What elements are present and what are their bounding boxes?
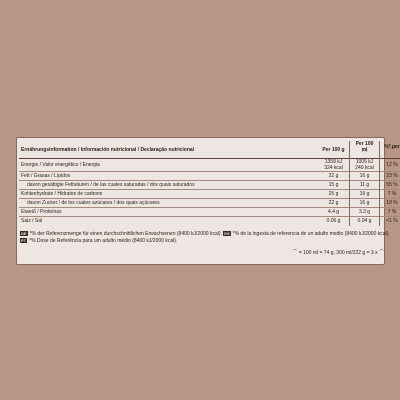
footnote-line	[20, 238, 382, 245]
table-row	[19, 181, 400, 190]
value-per-100g: 22 g	[328, 200, 339, 206]
value-pct: 7 %	[380, 190, 400, 199]
header-title: Ernährungsinformation / Información nutricional / Declaração nutricional	[21, 146, 195, 153]
value-per-100ml: 19 g	[350, 190, 380, 199]
language-badge-es: ES	[224, 231, 230, 236]
header-per-100ml-label: Per 100 ml	[355, 141, 374, 153]
table-row	[19, 172, 400, 181]
value-per-100ml: 1005 kJ 240 kcal	[350, 159, 380, 172]
value-per-100ml: 0.04 g	[350, 217, 380, 226]
value-per-100ml: 16 g	[350, 199, 380, 208]
language-badge-pt: PT	[21, 237, 27, 243]
language-badge-de: DE	[21, 231, 27, 236]
spoon-icon: ⌒	[361, 152, 368, 158]
value-pct: 55 %	[380, 181, 400, 190]
serving-footer	[292, 250, 384, 256]
nutrient-name: Kohlenhydrate / Hidratos de carbono	[21, 191, 103, 197]
table-row	[19, 208, 400, 217]
table-row	[19, 217, 400, 226]
nutrition-table	[19, 141, 400, 226]
table-header-row	[19, 141, 400, 159]
nutrient-name: Eiweiß / Proteínas	[21, 209, 62, 215]
table-row	[19, 199, 400, 208]
value-per-100ml: 16 g	[350, 172, 380, 181]
nutrient-name: Energie / Valor energético / Energia	[21, 162, 100, 168]
nutrition-panel	[16, 137, 400, 265]
value-per-100ml: 3.3 g	[350, 208, 380, 217]
value-pct: <1 %	[380, 217, 400, 226]
spoon-icon: ⌒	[378, 250, 384, 256]
header-per-100ml	[350, 141, 380, 159]
value-per-100g: 22 g	[328, 173, 339, 179]
nutrient-name: davon gesättigte Fettsäuren / de las cuales saturadas / dos quais saturados	[27, 182, 195, 188]
value-per-100ml: 11 g	[350, 181, 380, 190]
table-row	[19, 190, 400, 199]
value-per-100g: 1358 kJ 324 kcal	[324, 159, 343, 171]
header-pct	[380, 141, 400, 159]
value-per-100g: 25 g	[328, 191, 339, 197]
table-row	[19, 159, 400, 172]
header-per-100g: Per 100 g	[322, 146, 345, 153]
nutrient-name: Salz / Sal	[21, 218, 43, 225]
footnote-text-de: *% der Referenzmenge für einen durchschnittlichen Erwachsenen (8400 kJ/2000 kcal).	[29, 231, 222, 237]
spoon-icon: ⌒	[388, 149, 395, 155]
value-pct: 18 %	[380, 199, 400, 208]
value-per-100g: 4.4 g	[327, 209, 340, 215]
nutrient-name: davon Zucker / de los cuales azúcares / dos quais açúcares	[27, 200, 160, 206]
footnote-text-pt: *% Dose de Referência para um adulto médio (8400 kJ/2000 kcal).	[29, 237, 178, 244]
nutrient-name: Fett / Grasas / Lípidos	[21, 173, 71, 179]
serving-info: = 100 ml = 74 g, 300 ml/222 g = 3 x	[298, 250, 378, 256]
header-pct-label: %* per	[384, 144, 400, 150]
footnotes	[20, 231, 390, 244]
value-pct: 23 %	[380, 172, 400, 181]
value-per-100g: 15 g	[328, 182, 339, 188]
nutrition-table-container	[19, 141, 400, 226]
value-pct: 12 %	[380, 159, 400, 172]
value-per-100g: 0.06 g	[326, 218, 341, 225]
spoon-icon: ⌒	[292, 250, 298, 256]
footnote-text-es: *% de la ingesta de referencia de un adulto medio (8400 kJ/2000 kcal).	[232, 231, 390, 237]
value-pct: 7 %	[380, 208, 400, 217]
